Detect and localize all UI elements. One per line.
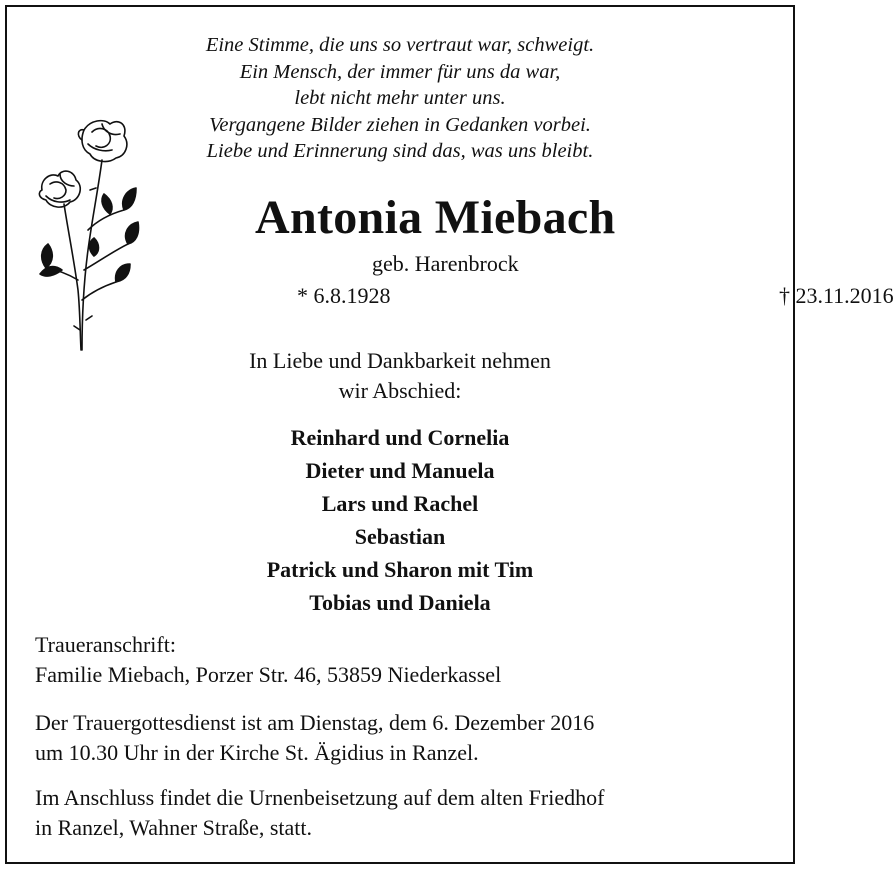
mourner: Patrick und Sharon mit Tim (266, 557, 534, 582)
birth-date: * 6.8.1928 (297, 283, 391, 308)
poem-line: Vergangene Bilder ziehen in Gedanken vorbei. (209, 113, 591, 136)
service-line: um 10.30 Uhr in der Kirche St. Ägidius in Ranzel. (35, 740, 479, 765)
birth-name: geb. Harenbrock (372, 251, 519, 276)
farewell-text (0, 346, 800, 406)
mourner: Dieter und Manuela (305, 458, 495, 483)
mourning-address (35, 630, 501, 690)
poem-line: Eine Stimme, die uns so vertraut war, schweigt. (205, 34, 595, 56)
death-date: † 23.11.2016 (779, 283, 894, 308)
mourners-list (0, 421, 800, 619)
mourner: Tobias und Daniela (309, 590, 491, 615)
poem-line: Liebe und Erinnerung sind das, was uns bleibt. (206, 140, 594, 162)
service-info (35, 708, 594, 768)
address-value: Familie Miebach, Porzer Str. 46, 53859 Niederkassel (35, 662, 502, 687)
life-dates (297, 282, 894, 310)
service-line: Der Trauergottesdienst ist am Dienstag, dem 6. Dezember 2016 (35, 710, 595, 735)
farewell-line: wir Abschied: (338, 378, 462, 403)
rose-icon (32, 110, 142, 360)
mourner: Sebastian (354, 524, 446, 549)
farewell-line: In Liebe und Dankbarkeit nehmen (249, 348, 551, 373)
mourner: Lars und Rachel (321, 491, 479, 516)
mourner: Reinhard und Cornelia (290, 425, 510, 450)
address-label: Traueranschrift: (35, 632, 176, 657)
burial-line: Im Anschluss findet die Urnenbeisetzung auf dem alten Friedhof (35, 785, 605, 810)
poem-line: Ein Mensch, der immer für uns da war, (239, 60, 561, 83)
poem-line: lebt nicht mehr unter uns. (294, 87, 506, 109)
deceased-name: Antonia Miebach (255, 191, 616, 244)
burial-info (35, 783, 604, 843)
burial-line: in Ranzel, Wahner Straße, statt. (35, 815, 313, 840)
